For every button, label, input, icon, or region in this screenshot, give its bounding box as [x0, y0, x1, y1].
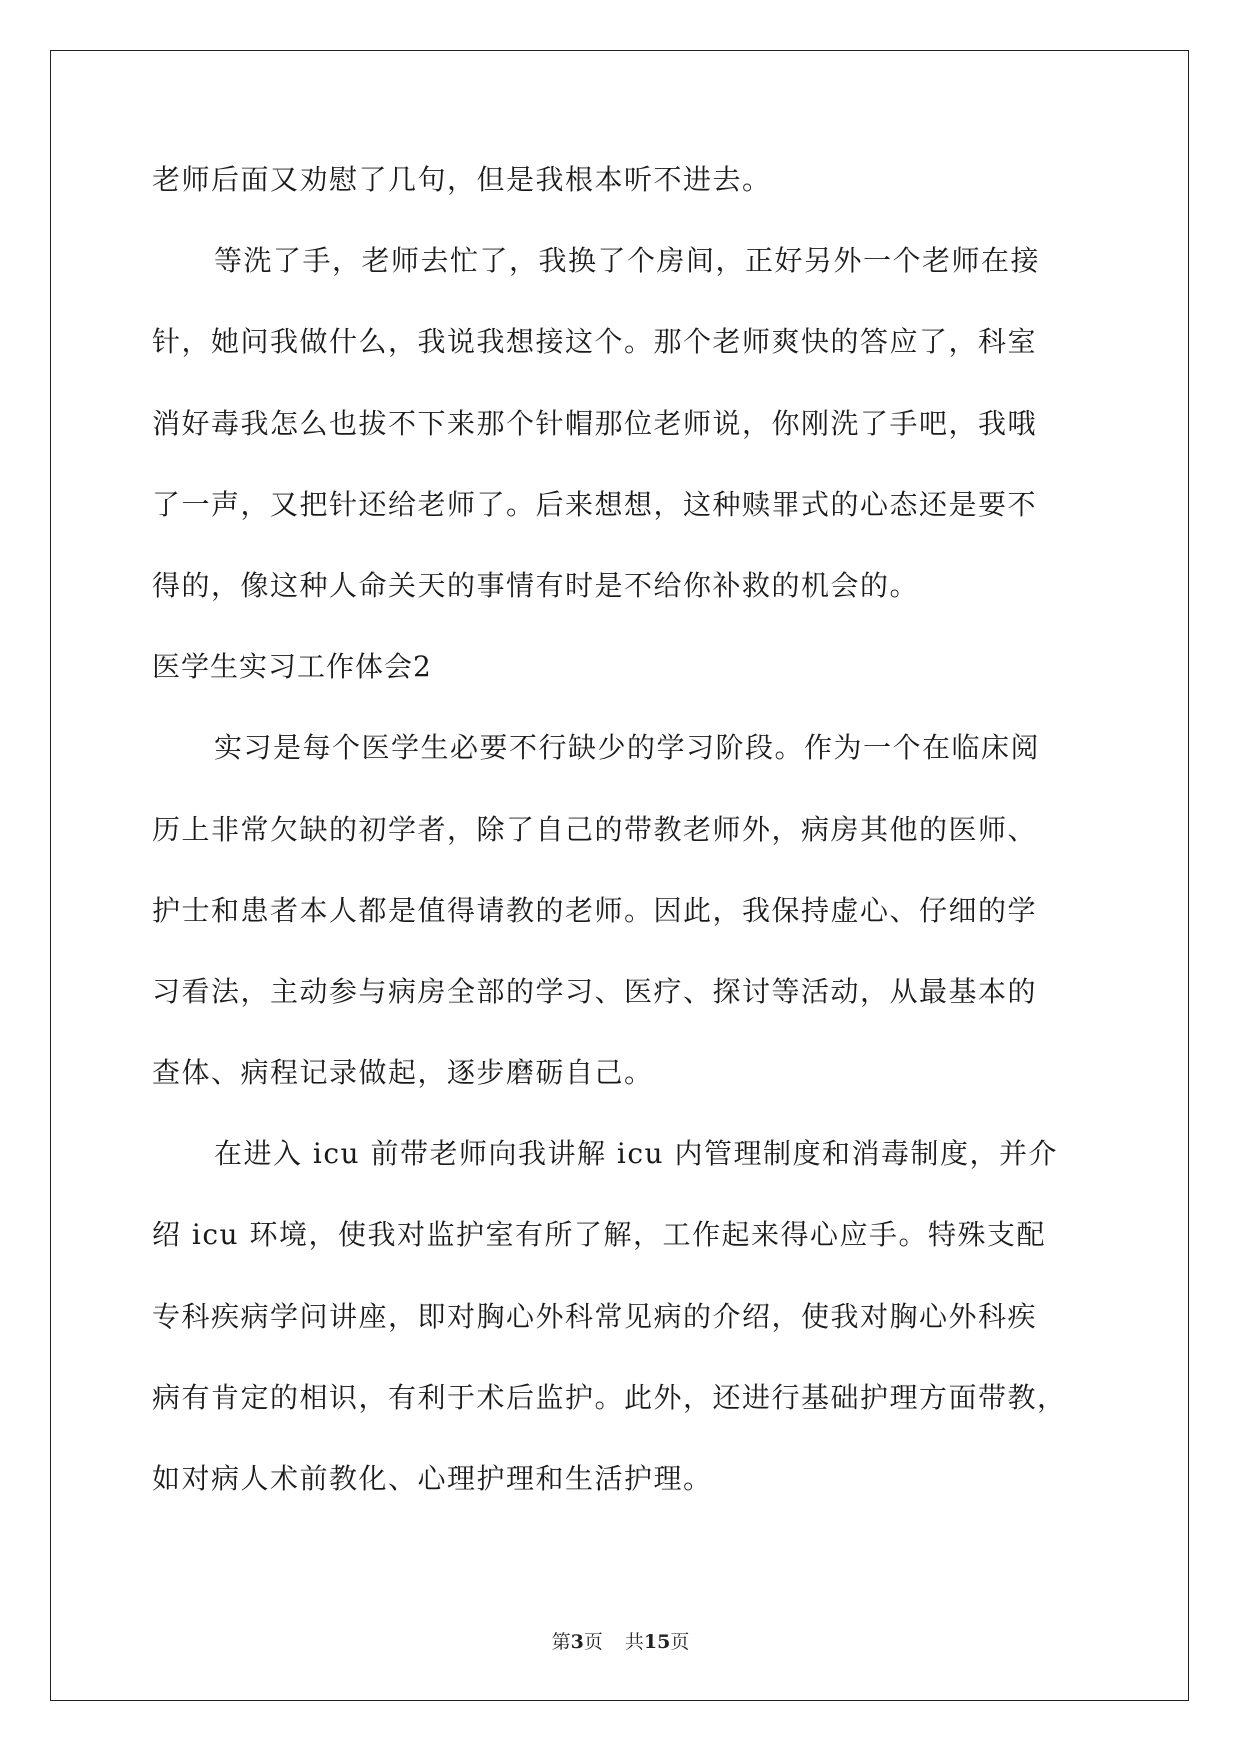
text-line: 得的，像这种人命关天的事情有时是不给你补救的机会的。: [152, 568, 920, 602]
section-heading: 医学生实习工作体会2: [152, 650, 432, 684]
total-suffix: 页: [670, 1631, 690, 1653]
document-body: [152, 163, 1102, 1546]
page-prefix: 第: [551, 1631, 571, 1653]
text-line: 如对病人术前教化、心理护理和生活护理。: [152, 1462, 713, 1495]
page-number: 3: [570, 1631, 584, 1653]
paragraph-start-line: 在进入 icu 前带老师向我讲解 icu 内管理制度和消毒制度，并介: [214, 1137, 1058, 1171]
text-line: 老师后面又劝慰了几句，但是我根本听不进去。: [152, 163, 772, 196]
text-line: 查体、病程记录做起，逐步磨砺自己。: [152, 1056, 654, 1090]
text-line: 护士和患者本人都是值得请教的老师。因此，我保持虚心、仔细的学: [152, 893, 1038, 927]
text-line: 消好毒我怎么也拔不下来那个针帽那位老师说，你刚洗了手吧，我哦: [152, 406, 1038, 440]
page-footer: [0, 1632, 1241, 1652]
text-line: 历上非常欠缺的初学者，除了自己的带教老师外，病房其他的医师、: [152, 812, 1038, 846]
text-line: 针，她问我做什么，我说我想接这个。那个老师爽快的答应了，科室: [152, 325, 1038, 359]
text-line: 病有肯定的相识，有利于术后监护。此外，还进行基础护理方面带教，: [152, 1380, 1067, 1414]
total-prefix: 共: [624, 1631, 644, 1653]
page-suffix: 页: [583, 1631, 603, 1653]
text-line: 绍 icu 环境，使我对监护室有所了解，工作起来得心应手。特殊支配: [152, 1218, 1046, 1252]
text-line: 专科疾病学问讲座，即对胸心外科常见病的介绍，使我对胸心外科疾: [152, 1299, 1038, 1333]
paragraph-start-line: 等洗了手，老师去忙了，我换了个房间，正好另外一个老师在接: [214, 244, 1041, 278]
text-line: 了一声，又把针还给老师了。后来想想，这种赎罪式的心态还是要不: [152, 487, 1038, 521]
text-line: 习看法，主动参与病房全部的学习、医疗、探讨等活动，从最基本的: [152, 974, 1038, 1008]
total-pages: 15: [643, 1631, 671, 1653]
paragraph-start-line: 实习是每个医学生必要不行缺少的学习阶段。作为一个在临床阅: [214, 731, 1041, 765]
